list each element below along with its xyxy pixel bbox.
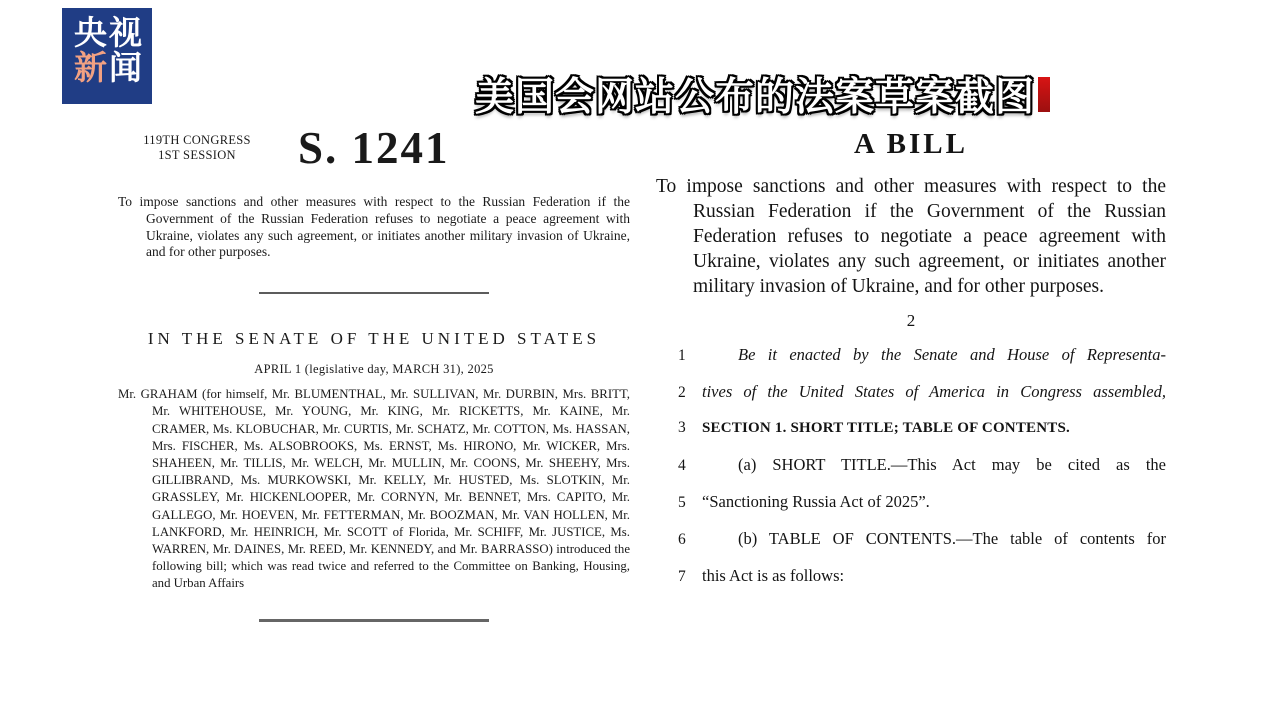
numbered-lines [656, 337, 1166, 595]
sponsors-paragraph: Mr. GRAHAM (for himself, Mr. BLUMENTHAL, Mr. SULLIVAN, Mr. DURBIN, Mrs. BRITT, Mr. WHITEHOUSE, Mr. YOUNG, Mr. KING, Mr. RICKETTS, Mr. KAINE, Mr. CRAMER, Ms. KLOBUCHAR, Mr. CURTIS, Mr. SCHATZ, Mr. COTTON, Ms. HASSAN, Mrs. FISCHER, Ms. ALSOBROOKS, Ms. ERNST, Ms. HIRONO, Mr. WICKER, Mrs. SHAHEEN, Mr. TILLIS, Mr. WELCH, Mr. MULLIN, Mr. COONS, Mr. SHEEHY, Mrs. GILLIBRAND, Ms. MURKOWSKI, Mr. KELLY, Mr. HUSTED, Ms. SLOTKIN, Mr. GRASSLEY, Mr. HICKENLOOPER, Mr. CORNYN, Mr. BENNET, Mrs. CAPITO, Mr. GALLEGO, Mr. HOEVEN, Mr. FETTERMAN, Mr. BOOZMAN, Mr. VAN HOLLEN, Mr. LANKFORD, Mr. HEINRICH, Mr. SCOTT of Florida, Mr. SCHIFF, Mr. JUSTICE, Ms. WARREN, Mr. DAINES, Mr. REED, Mr. KENNEDY, and Mr. BARRASSO) introduced the following bill; which was read twice and referred to the Committee on Banking, Housing, and Urban Affairs [118, 387, 630, 591]
bill-number: S. 1241 [298, 123, 450, 173]
logo-text-xin: 新 [74, 49, 109, 86]
congress-line: 119TH CONGRESS [143, 133, 251, 147]
bill-preamble-2: To impose sanctions and other measures with respect to the Russian Federation if the Government of the Russian Federation refuses to negotiate a peace agreement with Ukraine, violates any such agreement, or initiates another military invasion of Ukraine, and for other purposes. [656, 176, 1166, 297]
bill-preamble: To impose sanctions and other measures with respect to the Russian Federation if the Government of the Russian Federation refuses to negotiate a peace agreement with Ukraine, violates any such agreement, or initiates another military invasion of Ukraine, and for other purposes. [118, 194, 630, 260]
bill-page-1 [118, 123, 630, 622]
page-number: 2 [906, 311, 916, 330]
line-number: 6 [678, 531, 686, 548]
bill-line-2 [656, 374, 1166, 411]
line-text: SECTION 1. SHORT TITLE; TABLE OF CONTENTS. [702, 420, 1070, 436]
congress-session [118, 126, 276, 163]
bill-line-3 [656, 411, 1166, 447]
line-text: tives of the United States of America in Congress assembled, [702, 382, 1166, 401]
line-text: “Sanctioning Russia Act of 2025”. [702, 492, 930, 511]
line-text: Be it enacted by the Senate and House of Representa- [738, 345, 1166, 364]
bill-line-7 [656, 558, 1166, 595]
line-number: 5 [678, 494, 686, 511]
bill-page-2 [656, 128, 1166, 595]
logo-text-wen: 闻 [109, 49, 144, 86]
title-accent-bar [1038, 77, 1050, 112]
headline [475, 66, 1050, 122]
logo-text-yangshi: 央视 [74, 14, 144, 51]
session-line: 1ST SESSION [158, 148, 236, 162]
divider-rule-bottom [259, 619, 489, 622]
logo-line-2 [74, 50, 152, 85]
bill-line-5 [656, 484, 1166, 521]
senate-heading: IN THE SENATE OF THE UNITED STATES [147, 329, 601, 349]
logo-line-1 [74, 15, 152, 50]
line-text: this Act is as follows: [702, 566, 845, 585]
cctv-news-logo [62, 8, 152, 104]
bill-line-4 [656, 447, 1166, 484]
page-title: 美国会网站公布的法案草案截图 [475, 76, 1036, 119]
divider-rule-top [259, 292, 489, 294]
bill-line-1 [656, 337, 1166, 374]
bill-line-6 [656, 521, 1166, 558]
line-text: (a) SHORT TITLE.—This Act may be cited as the [738, 455, 1166, 474]
line-number: 7 [678, 568, 686, 585]
line-number: 1 [678, 347, 686, 364]
line-number: 3 [678, 419, 686, 436]
bill-heading: A BILL [854, 128, 968, 160]
introduction-date: APRIL 1 (legislative day, MARCH 31), 2025 [254, 362, 494, 377]
line-number: 4 [678, 457, 686, 474]
line-number: 2 [678, 384, 686, 401]
bill-header-row [118, 123, 630, 173]
line-text: (b) TABLE OF CONTENTS.—The table of contents for [738, 529, 1166, 548]
